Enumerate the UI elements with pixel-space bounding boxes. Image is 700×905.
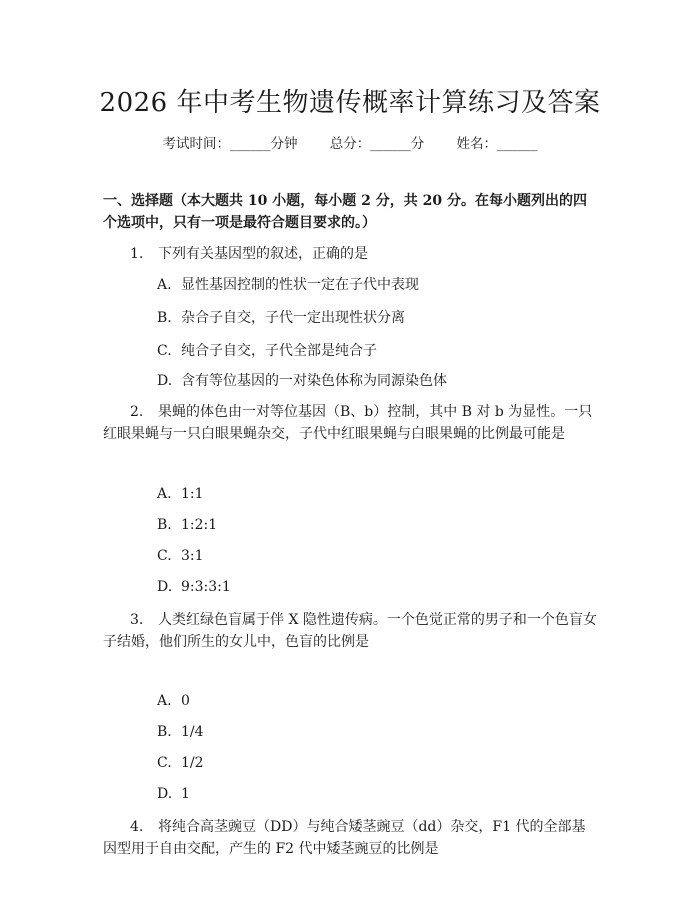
- question-2-option-d: [157, 576, 231, 598]
- question-text: 将纯合高茎豌豆（DD）与纯合矮茎豌豆（dd）杂交，F1 代的全部基因型用于自由交配，产生的 F2 代中矮茎豌豆的比例是: [103, 819, 586, 857]
- question-3-option-b: [157, 721, 204, 743]
- option-letter: D.: [157, 373, 173, 389]
- question-text: 果蝇的体色由一对等位基因（B、b）控制，其中 B 对 b 为显性。一只红眼果蝇与一只白眼果蝇杂交，子代中红眼果蝇与白眼果蝇的比例最可能是: [103, 404, 593, 442]
- section-heading: 一、选择题（本大题共 10 小题，每小题 2 分，共 20 分。在每小题列出的四个选项中，只有一项是最符合题目要求的。）: [103, 193, 587, 231]
- page-title: 2026 年中考生物遗传概率计算练习及答案: [99, 88, 601, 118]
- option-letter: A.: [157, 277, 172, 293]
- total-score-field: 总分：______分: [329, 136, 425, 152]
- question-1-option-a: [157, 274, 419, 296]
- question-4-stem: [103, 816, 598, 860]
- option-text: 1/4: [181, 724, 204, 740]
- question-3-option-a: [157, 690, 190, 712]
- option-text: 纯合子自交，子代全部是纯合子: [181, 343, 377, 359]
- question-1-option-b: [157, 307, 405, 329]
- question-2-option-a: [157, 483, 204, 505]
- question-3-option-c: [157, 752, 204, 774]
- option-text: 1:2:1: [181, 517, 218, 533]
- option-text: 含有等位基因的一对染色体称为同源染色体: [181, 373, 447, 389]
- question-text: 人类红绿色盲属于伴 X 隐性遗传病。一个色觉正常的男子和一个色盲女子结婚，他们所生的女儿中，色盲的比例是: [103, 612, 597, 650]
- question-2-option-b: [157, 514, 217, 536]
- option-letter: C.: [157, 755, 172, 771]
- option-text: 3:1: [181, 548, 204, 564]
- question-2-stem: [103, 401, 598, 445]
- option-letter: C.: [157, 343, 172, 359]
- question-text: 下列有关基因型的叙述，正确的是: [158, 246, 368, 262]
- option-text: 显性基因控制的性状一定在子代中表现: [181, 277, 419, 293]
- question-number: 4.: [130, 819, 144, 835]
- question-1-option-d: [157, 370, 447, 392]
- option-letter: A.: [157, 693, 172, 709]
- option-text: 1/2: [181, 755, 204, 771]
- question-number: 3.: [130, 612, 144, 628]
- exam-time-field: 考试时间：______分钟: [162, 136, 298, 152]
- question-2-option-c: [157, 545, 204, 567]
- option-text: 9:3:3:1: [181, 579, 231, 595]
- option-letter: D.: [157, 786, 173, 802]
- question-3-option-d: [157, 783, 190, 805]
- option-letter: B.: [157, 724, 172, 740]
- question-1-stem: [103, 243, 598, 265]
- exam-meta: [0, 132, 700, 152]
- option-text: 0: [181, 693, 190, 709]
- option-letter: B.: [157, 310, 172, 326]
- option-letter: C.: [157, 548, 172, 564]
- question-number: 1.: [130, 246, 144, 262]
- option-text: 1: [181, 786, 190, 802]
- name-field: 姓名：______: [456, 136, 538, 152]
- option-letter: D.: [157, 579, 173, 595]
- option-letter: B.: [157, 517, 172, 533]
- option-letter: A.: [157, 486, 172, 502]
- option-text: 1:1: [181, 486, 204, 502]
- question-1-option-c: [157, 340, 377, 362]
- option-text: 杂合子自交，子代一定出现性状分离: [181, 310, 405, 326]
- question-number: 2.: [130, 404, 144, 420]
- question-3-stem: [103, 609, 598, 653]
